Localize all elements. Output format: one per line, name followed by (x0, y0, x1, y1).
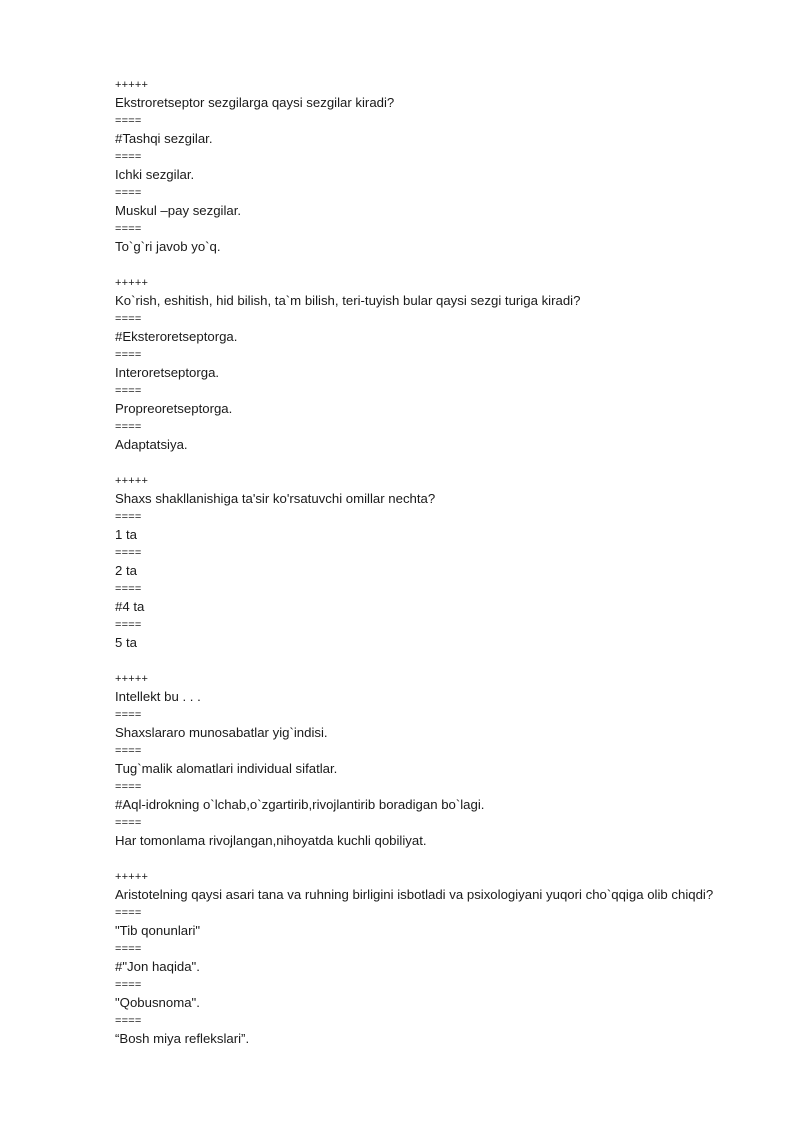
answer-option: "Tib qonunlari" (115, 923, 201, 938)
answer-option: Muskul –pay sezgilar. (115, 203, 242, 218)
option-separator: ==== (115, 745, 142, 757)
question-marker: +++++ (115, 475, 149, 487)
answer-option: To`g`ri javob yo`q. (115, 239, 221, 254)
answer-option: Tug`malik alomatlari individual sifatlar. (115, 761, 338, 776)
question-text: Ko`rish, eshitish, hid bilish, ta`m bilish, teri-tuyish bular qaysi sezgi turiga kiradi? (115, 293, 581, 308)
option-separator: ==== (115, 979, 142, 991)
answer-option: Adaptatsiya. (115, 437, 188, 452)
option-separator: ==== (115, 547, 142, 559)
answer-option: 5 ta (115, 635, 137, 650)
answer-option: #"Jon haqida". (115, 959, 200, 974)
option-separator: ==== (115, 943, 142, 955)
question-marker: +++++ (115, 79, 149, 91)
option-separator: ==== (115, 313, 142, 325)
option-separator: ==== (115, 187, 142, 199)
answer-option: #4 ta (115, 599, 145, 614)
question-block (115, 76, 775, 256)
option-separator: ==== (115, 583, 142, 595)
option-separator: ==== (115, 511, 142, 523)
question-text: Aristotelning qaysi asari tana va ruhning birligini isbotladi va psixologiyani yuqori cho`qqiga olib chiqdi? (115, 887, 714, 902)
answer-option: “Bosh miya reflekslari”. (115, 1031, 250, 1046)
question-block (115, 670, 775, 850)
question-text: Shaxs shakllanishiga ta'sir ko'rsatuvchi omillar nechta? (115, 491, 436, 506)
option-separator: ==== (115, 349, 142, 361)
answer-option: Har tomonlama rivojlangan,nihoyatda kuchli qobiliyat. (115, 833, 427, 848)
question-block (115, 472, 775, 652)
answer-option: Interoretseptorga. (115, 365, 220, 380)
question-text: Ekstroretseptor sezgilarga qaysi sezgilar kiradi? (115, 95, 395, 110)
question-marker: +++++ (115, 673, 149, 685)
option-separator: ==== (115, 151, 142, 163)
option-separator: ==== (115, 709, 142, 721)
answer-option: #Eksteroretseptorga. (115, 329, 238, 344)
answer-option: Ichki sezgilar. (115, 167, 195, 182)
document-page (115, 76, 775, 1066)
answer-option: 1 ta (115, 527, 137, 542)
option-separator: ==== (115, 1015, 142, 1027)
answer-option: #Tashqi sezgilar. (115, 131, 213, 146)
question-text: Intellekt bu . . . (115, 689, 201, 704)
option-separator: ==== (115, 385, 142, 397)
option-separator: ==== (115, 421, 142, 433)
option-separator: ==== (115, 907, 142, 919)
answer-option: Shaxslararo munosabatlar yig`indisi. (115, 725, 328, 740)
answer-option: Propreoretseptorga. (115, 401, 233, 416)
question-marker: +++++ (115, 871, 149, 883)
question-marker: +++++ (115, 277, 149, 289)
option-separator: ==== (115, 223, 142, 235)
option-separator: ==== (115, 781, 142, 793)
option-separator: ==== (115, 115, 142, 127)
question-block (115, 868, 775, 1048)
answer-option: "Qobusnoma". (115, 995, 200, 1010)
option-separator: ==== (115, 817, 142, 829)
answer-option: 2 ta (115, 563, 137, 578)
option-separator: ==== (115, 619, 142, 631)
answer-option: #Aql-idrokning o`lchab,o`zgartirib,rivojlantirib boradigan bo`lagi. (115, 797, 485, 812)
question-block (115, 274, 775, 454)
